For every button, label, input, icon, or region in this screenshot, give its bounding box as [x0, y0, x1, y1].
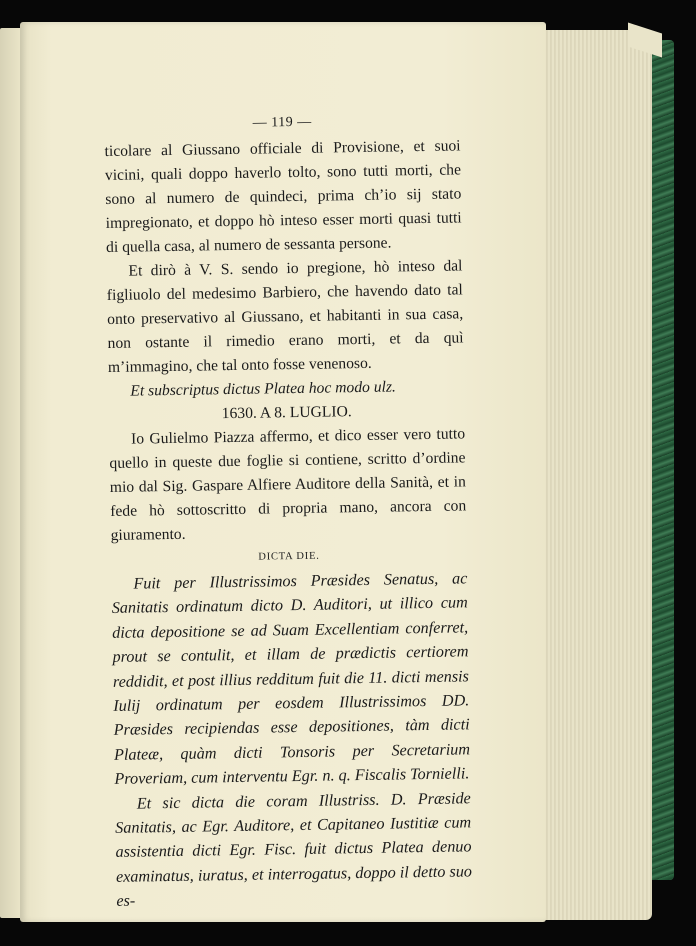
facing-page-edge [0, 28, 22, 918]
paragraph-latin-1: Fuit per Illustrissimos Præsides Senatus, ac Sanitatis ordinatum dicto D. Auditori, ut illico cum dicta depositione se ad Suam Excellentiam conferret, prout se contulit, et illam de prædictis certiorem reddidit, et post illius redditum fuit die 11. dicti mensis Iulij ordinatum per eosdem Illustrissimos DD. Præsides recipiendas esse depositiones, tàm dicti Plateæ, quàm dicti Tonsoris per Secretarium Proveriam, cum interventu Egr. n. q. Fiscalis Tornielli. [111, 569, 471, 789]
page-block-edges [540, 30, 652, 920]
paragraph-2: Et dirò à V. S. sendo io pregione, hò inteso dal figliuolo del medesimo Barbiero, che havendo dato tal onto preservativo al Giussano, et habitanti in sua casa, non ostante il rimedio erano morti, et da quì m’immagino, che tal onto fosse venenoso. [106, 257, 464, 376]
date-text: 1630. A 8. LUGLIO. [221, 403, 352, 423]
subscription-line: Et subscriptus dictus Platea hoc modo ulz. [130, 378, 396, 400]
paragraph-3: Io Gulielmo Piazza affermo, et dico esser vero tutto quello in queste due foglie si contiene, scritto d’ordine mio dal Sig. Gaspare Alfiere Auditore della Sanità, et in fede hò sottoscritto di propria mano, ancora con giuramento. [109, 425, 467, 544]
paragraph-1: ticolare al Giussano officiale di Provisione, et suoi vicini, quali doppo haverlo tolto, sono tutti morti, che sono al numero de quindeci, prima ch’io sij stato impregionato, et doppo hò inteso esser morti quasi tutti di quella casa, al numero de sessanta persone. [104, 137, 462, 256]
section-heading: DICTA DIE. [258, 550, 320, 563]
paragraph-latin-2: Et sic dicta die coram Illustriss. D. Præside Sanitatis, ac Egr. Auditore, et Capitaneo Iustitiæ cum assistentia dicti Egr. Fisc. fuit dictus Platea denuo examinatus, iuratus, et interrogatus, doppo il detto suo es- [115, 788, 473, 911]
page-number: — 119 — [252, 114, 312, 131]
page-text [104, 108, 473, 913]
